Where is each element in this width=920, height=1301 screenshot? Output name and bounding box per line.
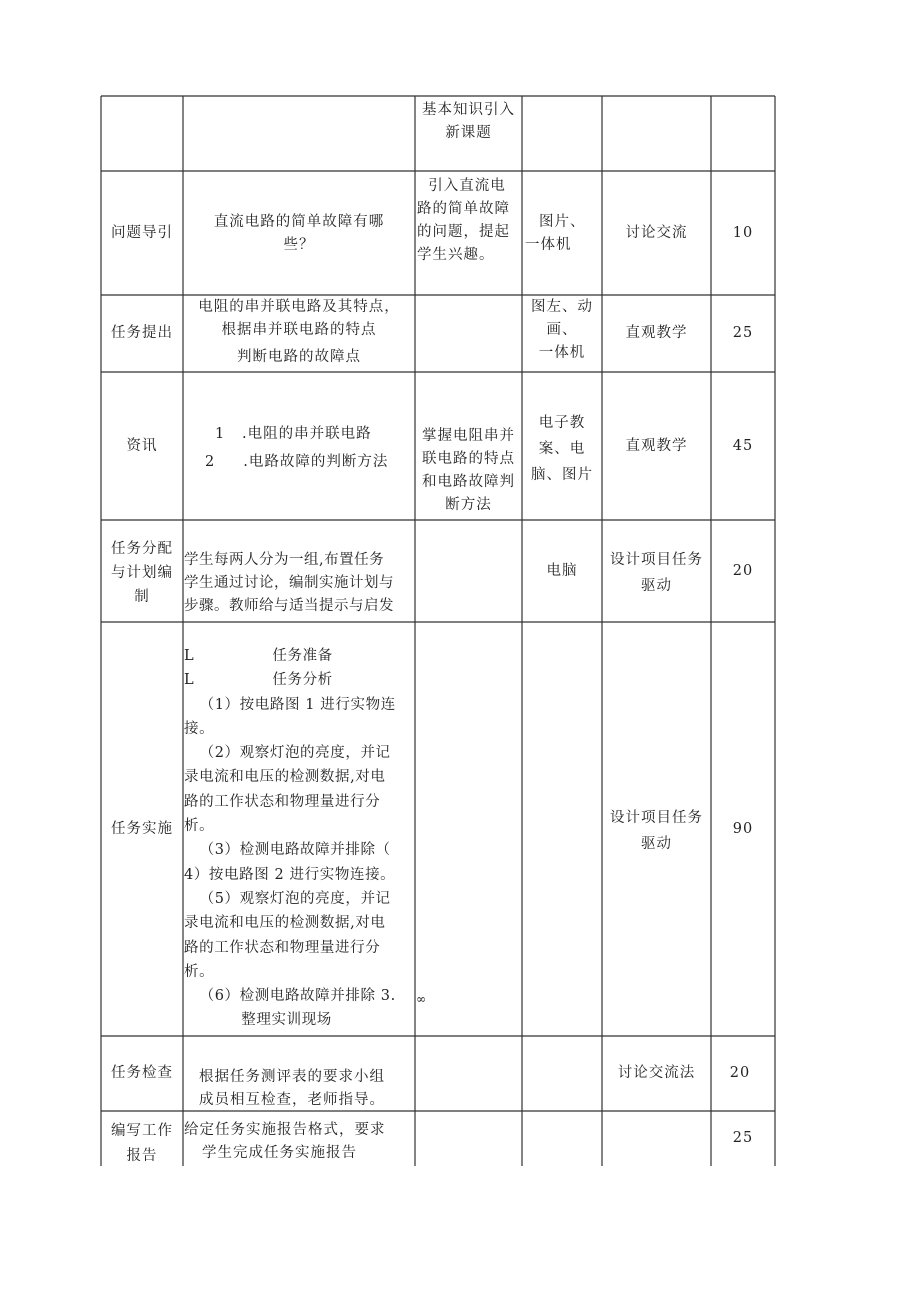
row-5-content-line: （2）观察灯泡的亮度，并记	[184, 745, 391, 762]
row-3-resources-line: 案、电	[538, 441, 586, 457]
row-4-content-line: 步骤。教师给与适当提示与启发	[184, 598, 394, 614]
row-5-content-line: （1）按电路图 1 进行实物连	[184, 696, 396, 713]
row-3-method	[602, 372, 711, 520]
row-6-time	[711, 1036, 769, 1111]
row-3-goal	[415, 425, 522, 517]
row-1-content-line: 些？	[283, 237, 315, 253]
row-1-stage-line: 问题导引	[111, 224, 173, 241]
row-1-time-value: 10	[732, 224, 754, 241]
row-7-stage-line: 编写工作	[111, 1123, 173, 1139]
row-5-content-line: L 任务准备	[184, 648, 333, 664]
row-4-stage-line: 制	[134, 589, 150, 605]
row-2-resources-line: 图左、动	[531, 299, 593, 315]
row-7-time	[711, 1111, 775, 1166]
row-3-goal-line: 掌握电阻串并	[422, 428, 515, 444]
row-7-stage	[101, 1119, 183, 1169]
row-3-content-line: 2 .电路故障的判断方法	[205, 454, 389, 470]
row-2-stage-line: 任务提出	[111, 325, 173, 341]
row-5-content-line: L 任务分析	[184, 672, 333, 689]
row-0-goal	[415, 99, 522, 145]
row-5-content-line: （3）检测电路故障并排除（	[184, 842, 391, 859]
row-5-content-line: 析。	[184, 963, 215, 980]
row-1-method	[602, 171, 711, 295]
row-7-content	[184, 1119, 415, 1165]
row-3-goal-line: 联电路的特点	[422, 451, 515, 467]
row-6-method-line: 讨论交流法	[617, 1065, 696, 1081]
row-2-time-value: 25	[732, 325, 754, 341]
row-5-time	[711, 622, 775, 1036]
row-4-method	[602, 547, 711, 599]
row-6-content-line: 根据任务测评表的要求小组	[199, 1069, 385, 1085]
row-2-content	[183, 296, 415, 369]
row-1-resources	[523, 211, 602, 257]
row-3-resources-line: 脑、图片	[531, 467, 593, 483]
row-7-stage-line: 报告	[126, 1148, 158, 1164]
row-5-content	[184, 644, 415, 1033]
row-4-resources-line: 电脑	[546, 562, 578, 579]
row-5-content-line: 接。	[184, 720, 215, 737]
row-4-content-line: 学生每两人分为一组,布置任务	[184, 552, 385, 568]
row-1-resources-line: 一体机	[525, 237, 572, 253]
row-4-time	[711, 520, 775, 622]
row-6-stage	[101, 1036, 183, 1111]
row-3-resources	[522, 410, 602, 488]
row-2-time	[711, 295, 775, 372]
row-1-method-line: 讨论交流	[625, 224, 688, 241]
row-5-stage-line: 任务实施	[111, 820, 173, 837]
row-2-content-line: 根据串并联电路的特点	[221, 322, 377, 338]
row-5-goal-mark: ∞	[416, 992, 427, 1006]
row-4-content	[184, 549, 415, 618]
row-2-method	[602, 295, 711, 372]
row-6-content-line: 成员相互检查，老师指导。	[199, 1092, 385, 1108]
row-4-method-line: 驱动	[641, 578, 672, 594]
row-2-resources-line: 画、	[546, 322, 578, 338]
row-5-content-line: 路的工作状态和物理量进行分	[184, 793, 381, 810]
row-0-goal-line: 新课题	[445, 125, 492, 141]
row-7-content-line: 给定任务实施报告格式，要求	[184, 1122, 386, 1138]
row-1-goal-line: 学生兴趣。	[417, 247, 495, 263]
row-5-content-line: 路的工作状态和物理量进行分	[184, 939, 381, 956]
row-3-stage	[101, 372, 183, 520]
row-5-content-line: （5）观察灯泡的亮度，并记	[184, 890, 391, 907]
row-4-resources	[522, 520, 602, 622]
row-2-resources	[522, 296, 602, 365]
row-1-goal-line: 的问题，提起	[417, 224, 510, 240]
row-3-content-line: 1 .电阻的串并联电路	[215, 426, 372, 442]
row-2-content-line: 电阻的串并联电路及其特点，	[198, 299, 400, 315]
row-1-goal-line: 路的简单故障	[417, 201, 510, 217]
row-5-method-line: 设计项目任务	[610, 810, 703, 826]
row-5-content-line: 4）按电路图 2 进行实物连接。	[184, 866, 396, 883]
row-5-goal	[416, 988, 446, 1011]
row-1-goal-line: 引入直流电	[417, 178, 506, 194]
row-5-content-line: 录电流和电压的检测数据,对电	[184, 769, 386, 786]
row-5-content-line: 整理实训现场	[184, 1012, 332, 1029]
row-6-method	[602, 1036, 711, 1111]
row-3-time	[711, 372, 775, 520]
row-6-time-value: 20	[729, 1065, 751, 1081]
row-2-method-line: 直观教学	[625, 325, 688, 341]
row-6-content	[199, 1066, 415, 1112]
row-2-resources-line: 一体机	[538, 345, 586, 361]
row-7-content-line: 学生完成任务实施报告	[202, 1145, 357, 1161]
row-3-time-value: 45	[732, 437, 754, 454]
row-5-content-line: 录电流和电压的检测数据,对电	[184, 915, 386, 932]
row-5-method-line: 驱动	[641, 836, 672, 852]
row-4-content-line: 学生通过讨论，编制实施计划与	[184, 575, 394, 591]
row-5-method	[602, 805, 711, 857]
row-1-goal	[417, 175, 522, 267]
row-4-stage	[101, 537, 183, 609]
row-0-goal-line: 基本知识引入	[422, 102, 515, 118]
row-4-time-value: 20	[732, 562, 754, 579]
row-5-time-value: 90	[732, 820, 754, 837]
row-1-time	[711, 171, 775, 295]
row-6-stage-line: 任务检查	[111, 1065, 173, 1081]
row-5-content-line: （6）检测电路故障并排除 3.	[184, 988, 396, 1005]
row-3-content	[205, 420, 415, 476]
row-4-method-line: 设计项目任务	[610, 552, 703, 568]
row-2-content-line: 判断电路的故障点	[237, 349, 361, 365]
row-4-stage-line: 与计划编	[111, 565, 173, 581]
row-1-stage	[101, 171, 183, 295]
row-3-stage-line: 资讯	[126, 437, 158, 454]
row-3-goal-line: 和电路故障判	[422, 474, 515, 490]
row-3-method-line: 直观教学	[625, 437, 688, 454]
row-1-resources-line: 图片、	[539, 214, 586, 230]
row-3-goal-line: 断方法	[445, 497, 492, 513]
row-3-resources-line: 电子教	[538, 415, 586, 431]
row-1-content-line: 直流电路的简单故障有哪	[213, 214, 385, 230]
row-5-content-line: 析。	[184, 818, 215, 835]
row-2-stage	[101, 295, 183, 372]
row-4-stage-line: 任务分配	[111, 541, 173, 557]
row-5-stage	[101, 622, 183, 1036]
row-7-time-value: 25	[732, 1130, 754, 1146]
row-1-content	[183, 211, 415, 257]
